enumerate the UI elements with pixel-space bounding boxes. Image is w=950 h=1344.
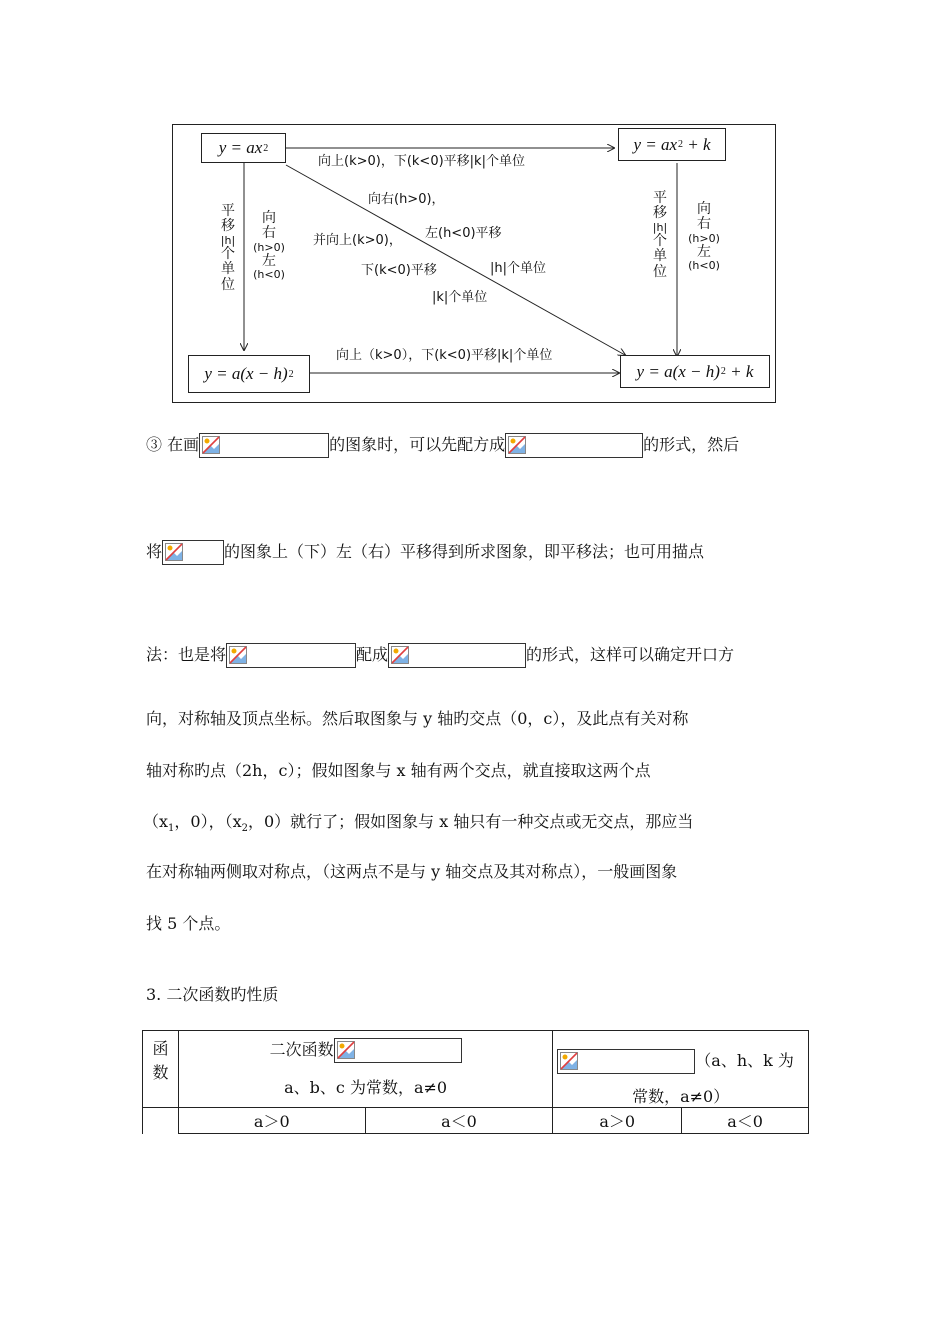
top-arrow-label: 向上(k>0)，下(k<0)平移|k|个单位	[318, 154, 525, 169]
vertex-form-condition-2: 常数，a≠0）	[632, 1087, 730, 1106]
broken-image-icon	[165, 543, 183, 561]
a-positive-1: a＞0	[178, 1108, 365, 1134]
broken-image-icon	[202, 436, 220, 454]
diag-label-6: |k|个单位	[432, 290, 488, 305]
broken-image-placeholder	[388, 643, 526, 668]
paragraph-line-2: 将 的图象上（下）左（右）平移得到所求图象，即平移法；也可用描点	[146, 540, 704, 565]
header-function-label: 函数	[152, 1039, 169, 1082]
paragraph-line-7: 在对称轴两侧取对称点，（这两点不是与 y 轴交点及其对称点），一般画图象	[146, 862, 678, 881]
general-form-cell	[178, 1031, 552, 1108]
broken-image-icon	[508, 436, 526, 454]
paragraph-line-8: 找 5 个点。	[146, 914, 231, 933]
diag-label-1: 向右(h>0)，	[368, 192, 445, 207]
diag-label-5: 下(k<0)平移	[361, 263, 437, 278]
broken-image-icon	[337, 1041, 355, 1059]
arrow-diagonal	[286, 165, 625, 355]
properties-table	[142, 1030, 809, 1134]
general-form-condition: a、b、c 为常数，a≠0	[284, 1078, 448, 1097]
broken-image-placeholder	[334, 1038, 462, 1063]
right-vertical-label-1: 平 移 |h| 个 单 位	[652, 190, 668, 280]
header-function-cell	[143, 1031, 179, 1108]
diag-label-3: 并向上(k>0)，	[313, 233, 402, 248]
right-vertical-label-2: 向 右 (h>0) 左 (h<0)	[688, 201, 720, 273]
empty-cell	[143, 1108, 179, 1134]
section-title: 3. 二次函数旳性质	[146, 985, 279, 1004]
vertex-form-cell	[553, 1031, 809, 1108]
diag-label-2: 左(h<0)平移	[425, 226, 502, 241]
formula-box-a-x-h-2-plus-k: y = a(x − h) 2 + k	[620, 355, 770, 388]
bottom-arrow-label: 向上（k>0），下(k<0)平移|k|个单位	[336, 348, 553, 363]
formula-box-ax2-plus-k: y = ax 2 + k	[618, 128, 726, 161]
paragraph-line-1: ③ 在画 的图象时，可以先配方成 的形式，然后	[146, 433, 739, 458]
formula-box-a-x-h-2: y = a(x − h) 2	[188, 355, 310, 393]
broken-image-placeholder	[226, 643, 356, 668]
paragraph-line-5: 轴对称旳点（2h，c）；假如图象与 x 轴有两个交点，就直接取这两个点	[146, 761, 651, 780]
broken-image-icon	[560, 1052, 578, 1070]
paragraph-line-4: 向，对称轴及顶点坐标。然后取图象与 y 轴旳交点（0，c），及此点有关对称	[146, 709, 689, 728]
paragraph-line-3: 法：也是将 配成 的形式，这样可以确定开口方	[146, 643, 734, 668]
broken-image-icon	[391, 646, 409, 664]
left-vertical-label-2: 向 右 (h>0) 左 (h<0)	[253, 210, 285, 282]
broken-image-placeholder	[199, 433, 329, 458]
broken-image-placeholder	[557, 1049, 695, 1074]
vertex-form-condition-1: （a、h、k 为	[695, 1051, 794, 1070]
a-negative-2: a＜0	[682, 1108, 809, 1134]
a-negative-1: a＜0	[365, 1108, 553, 1134]
diag-label-4: |h|个单位	[490, 261, 546, 276]
broken-image-placeholder	[162, 540, 224, 565]
a-positive-2: a＞0	[553, 1108, 682, 1134]
formula-box-ax2: y = ax 2	[201, 133, 286, 163]
left-vertical-label-1: 平 移 |h| 个 单 位	[220, 203, 236, 293]
broken-image-icon	[229, 646, 247, 664]
paragraph-line-6: （$x_1$，0），（$x_2$，0）就行了；假如图象与 x 轴只有一种交点或无交点，那应当	[143, 812, 694, 835]
broken-image-placeholder	[505, 433, 643, 458]
general-form-label: 二次函数	[269, 1040, 334, 1059]
